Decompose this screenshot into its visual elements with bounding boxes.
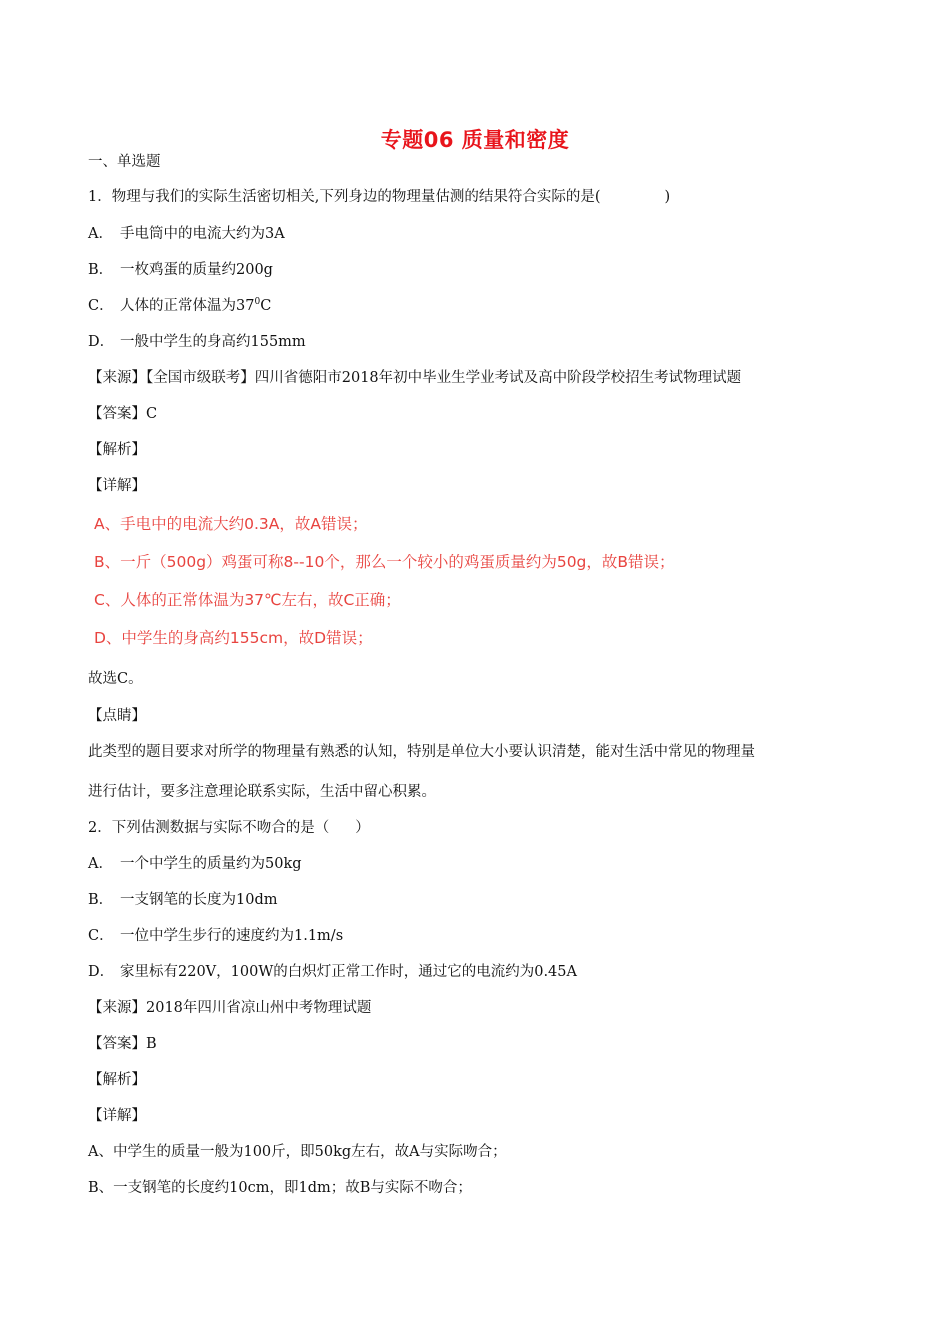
option-text: 手电筒中的电流大约为3A [120,226,285,242]
option-text: 一枚鸡蛋的质量约200g [120,262,273,278]
option-text: 一支钢笔的长度为10dm [120,892,278,908]
degree-superscript: 0 [254,297,261,308]
option-letter: D． [88,334,115,350]
q2-option-c [88,926,343,946]
degree-unit: C [260,298,272,314]
option-letter: A． [88,226,113,242]
option-letter: A． [88,856,113,872]
q1-explain-c: C、人体的正常体温为37℃左右，故C正确； [94,591,401,609]
q1-stem-close: ) [664,189,671,205]
option-letter: B． [88,892,114,908]
q2-analysis-label: 【解析】 [88,1072,146,1088]
option-letter: B． [88,262,114,278]
q1-option-b [88,260,273,280]
q1-option-d [88,332,306,352]
q2-answer: 【答案】B [88,1036,157,1052]
q2-stem-close: ） [355,820,370,836]
page-title: 专题06 质量和密度 [380,128,570,152]
q1-stem [88,187,670,207]
option-letter: D． [88,964,115,980]
q2-stem [88,818,370,838]
q1-answer: 【答案】C [88,406,158,422]
q1-source: 【来源】【全国市级联考】四川省德阳市2018年初中毕业生学业考试及高中阶段学校招生考试物理试题 [88,370,742,386]
q2-source: 【来源】2018年四川省凉山州中考物理试题 [88,1000,372,1016]
option-text: 家里标有220V，100W的白炽灯正常工作时，通过它的电流约为0.45A [120,964,577,980]
q1-explain-a: A、手电中的电流大约0.3A，故A错误； [94,515,368,533]
q1-option-a [88,224,285,244]
q1-conclusion: 故选C。 [88,671,143,687]
option-letter: C． [88,928,114,944]
section-heading: 一、单选题 [88,154,161,170]
q2-explain-a: A、中学生的质量一般为100斤，即50kg左右，故A与实际吻合； [88,1144,507,1160]
q1-comment-line1: 此类型的题目要求对所学的物理量有熟悉的认知，特别是单位大小要认识清楚，能对生活中常见的物理量 [88,744,755,760]
q2-explain-b: B、一支钢笔的长度约10cm，即1dm；故B与实际不吻合； [88,1180,472,1196]
q2-stem-text: 2．下列估测数据与实际不吻合的是（ [88,820,330,836]
q1-explain-d: D、中学生的身高约155cm，故D错误； [94,629,373,647]
q1-comment-line2: 进行估计，要多注意理论联系实际，生活中留心积累。 [88,784,436,800]
q1-analysis-label: 【解析】 [88,442,146,458]
q1-comment-label: 【点睛】 [88,708,146,724]
q2-detail-label: 【详解】 [88,1108,146,1124]
option-letter: C． [88,298,114,314]
q1-detail-label: 【详解】 [88,478,146,494]
q1-stem-text: 1．物理与我们的实际生活密切相关,下列身边的物理量估测的结果符合实际的是( [88,189,601,205]
q2-option-a [88,854,302,874]
option-text: 一位中学生步行的速度约为1.1m/s [120,928,344,944]
option-text: 人体的正常体温为37 [120,298,255,314]
option-text: 一般中学生的身高约155mm [120,334,306,350]
q2-option-b [88,890,277,910]
q2-option-d [88,962,577,982]
q1-explain-b: B、一斤（500g）鸡蛋可称8--10个，那么一个较小的鸡蛋质量约为50g，故B错误； [94,553,675,571]
option-text: 一个中学生的质量约为50kg [120,856,302,872]
q1-option-c [88,296,271,316]
